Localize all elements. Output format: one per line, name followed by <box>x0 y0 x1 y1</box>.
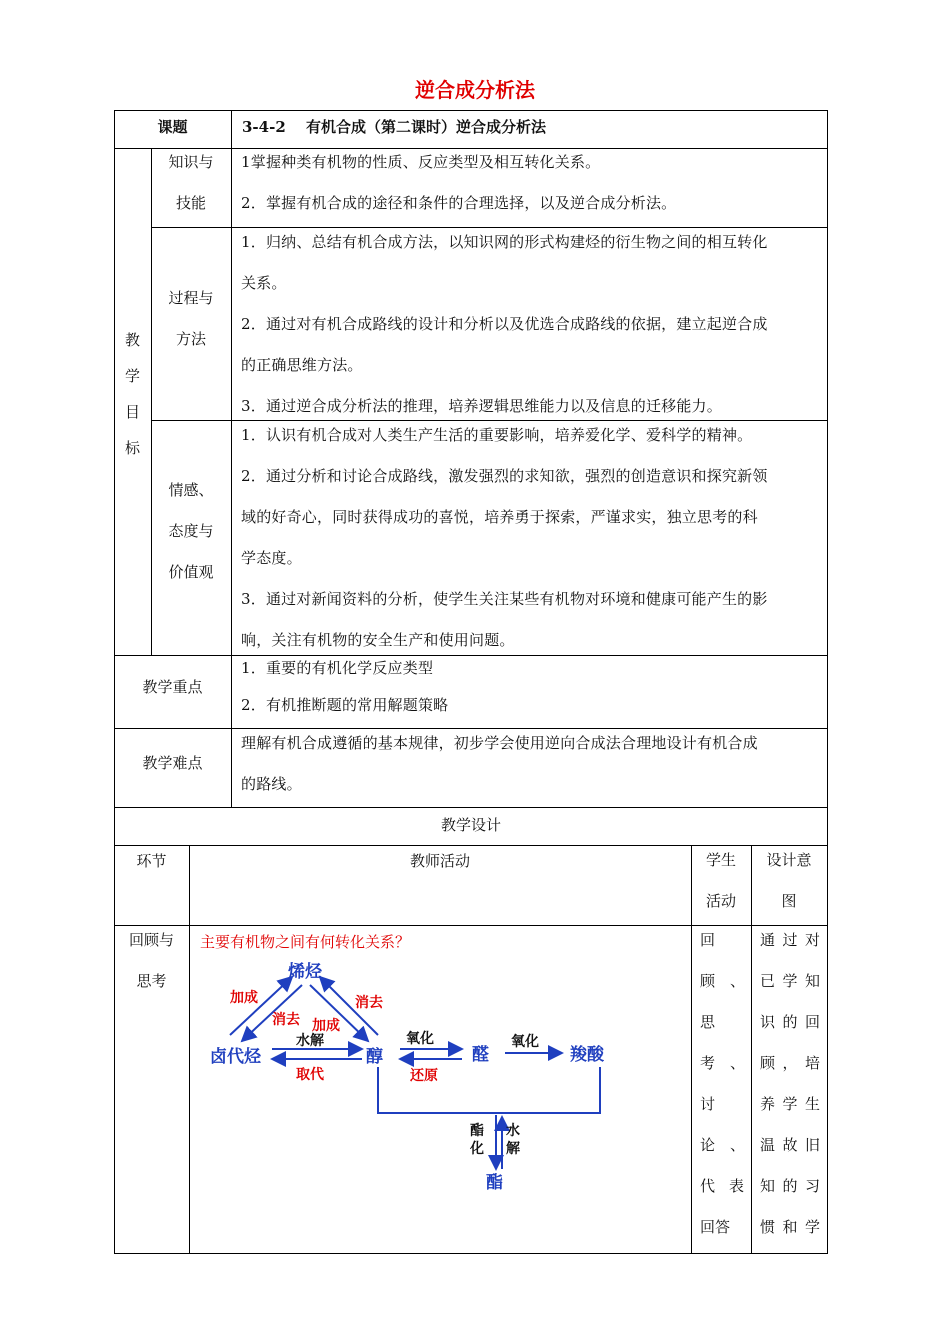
key-points-text: 1．重要的有机化学反应类型 2．有机推断题的常用解题策略 <box>241 659 449 714</box>
label-hydrolysis: 水解 <box>296 1033 324 1049</box>
difficulties-text: 理解有机合成遵循的基本规律，初步学会使用逆向合成法合理地设计有机合成 的路线。 <box>241 734 758 793</box>
label-esterify-1: 酯 <box>470 1123 484 1139</box>
label-reduction: 还原 <box>410 1068 438 1084</box>
knowledge-text: 1掌握种类有机物的性质、反应类型及相互转化关系。 2．掌握有机合成的途径和条件的合理选择，以及逆合成分析法。 <box>241 153 677 212</box>
label-oxidation-2: 氧化 <box>511 1034 539 1050</box>
node-ester: 酯 <box>486 1173 503 1193</box>
node-alcohol: 醇 <box>366 1047 383 1067</box>
node-aldehyde: 醛 <box>472 1045 489 1065</box>
node-acid: 羧酸 <box>570 1045 604 1065</box>
row1-stage: 回顾与 思考 <box>128 931 174 990</box>
label-addition-left: 加成 <box>230 990 258 1006</box>
col-student: 学生 活动 <box>705 851 736 910</box>
emotion-text: 1．认识有机合成对人类生产生活的重要影响，培养爱化学、爱科学的精神。 2．通过分析和讨论合成路线，激发强烈的求知欲，强烈的创造意识和探究新领 域的好奇心，同时获得成功的喜悦，培养勇于探索，严谨求实，独立思考的科 学态度。 3．通过对新闻资料的分析，使学生关注某些有机物对环境和健康可能产生的影 响，关注有机物的安全生产和使用问题。 <box>241 426 768 649</box>
label-oxidation-1: 氧化 <box>406 1031 434 1047</box>
label-esterify-2: 化 <box>470 1141 484 1157</box>
label-elimination-right: 消去 <box>355 995 383 1011</box>
conversion-diagram <box>200 955 620 1195</box>
col-intent: 设计意 图 <box>766 851 812 910</box>
process-text: 1．归纳、总结有机合成方法，以知识网的形式构建烃的衍生物之间的相互转化 关系。 2．通过对有机合成路线的设计和分析以及优选合成路线的依据，建立起逆合成 的正确思维方法。 3．通过逆合成分析法的推理，培养逻辑思维能力以及信息的迁移能力。 <box>241 233 768 415</box>
node-alkene: 烯烃 <box>288 962 322 982</box>
row1-intent: 通 过 对 已 学 知 识 的 回 顾，培 养 学 生 温 故 旧 知 的 习 惯 和 学 <box>760 931 820 1236</box>
header-label: 课题 <box>157 118 188 136</box>
header-value: 3-4-2 有机合成（第二课时）逆合成分析法 <box>242 118 546 136</box>
col-teacher: 教师活动 <box>409 852 470 870</box>
row1-student: 回 顾 、 思 考 、 讨 论 、 代 表 回答 <box>700 931 746 1236</box>
design-title: 教学设计 <box>440 816 501 834</box>
node-haloalkane: 卤代烃 <box>210 1047 261 1067</box>
label-hydrolyze-1: 水 <box>506 1123 520 1139</box>
label-hydrolyze-2: 解 <box>506 1141 520 1157</box>
emotion-label: 情感、 态度与 价值观 <box>168 481 214 581</box>
difficulties-label: 教学难点 <box>142 754 203 772</box>
process-label: 过程与 方法 <box>168 289 214 348</box>
row1-question: 主要有机物之间有何转化关系？ <box>200 933 411 951</box>
objectives-group-label: 教 学 目 标 <box>124 331 140 457</box>
key-points-label: 教学重点 <box>142 678 203 696</box>
page-title: 逆合成分析法 <box>415 78 535 102</box>
label-elimination-left: 消去 <box>272 1012 300 1028</box>
col-stage: 环节 <box>136 852 167 870</box>
label-substitution: 取代 <box>296 1067 324 1083</box>
label-addition-right: 加成 <box>312 1018 340 1034</box>
knowledge-label: 知识与 技能 <box>168 153 214 212</box>
